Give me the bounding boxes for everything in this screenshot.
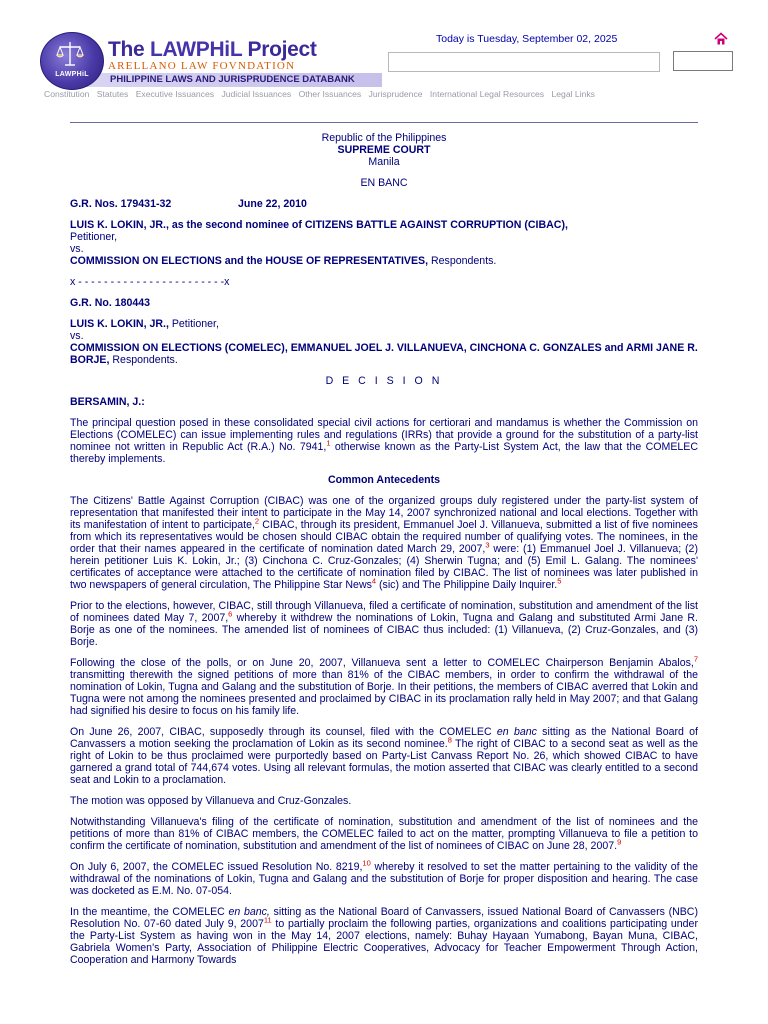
nav-executive-issuances[interactable]: Executive Issuances (135, 89, 215, 99)
case-separator: x - - - - - - - - - - - - - - - - - - - - - - -x (70, 276, 230, 288)
paragraph-7: Notwithstanding Villanueva's filing of the certificate of nomination, substitution and amendment of the list of nominees and the petitions of more than 81% of CIBAC members, the COMELEC failed to act on the matter, prompting Villanueva to file a petition to confirm the certificate of nomination, substitution and amendment of the list of nominees of CIBAC on June 28, 2007.$^9$ (70, 816, 698, 852)
en-banc-label: EN BANC (360, 177, 408, 189)
home-icon[interactable] (714, 32, 728, 46)
scales-of-justice-icon (55, 39, 85, 69)
site-header (0, 0, 768, 105)
footnote-link-1[interactable]: 1 (326, 438, 331, 448)
decision-title: D E C I S I O N (325, 375, 443, 387)
case-number-2: G.R. No. 180443 (70, 297, 151, 309)
nav-judicial-issuances[interactable]: Judicial Issuances (221, 89, 292, 99)
logo-title: The LAWPHiL Project (108, 38, 317, 61)
court-header (70, 132, 698, 189)
ponente: BERSAMIN, J.: (70, 396, 145, 408)
section-heading: Common Antecedents (327, 474, 441, 486)
nav-legal-links[interactable]: Legal Links (551, 89, 595, 99)
logo-banner: PHILIPPINE LAWS AND JURISPRUDENCE DATABANK (74, 73, 382, 87)
footnote-link-11[interactable]: 11 (263, 915, 272, 925)
current-date: Today is Tuesday, September 02, 2025 (436, 33, 618, 45)
footnote-link-6[interactable]: 6 (228, 609, 233, 619)
paragraph-6: The motion was opposed by Villanueva and Cruz-Gonzales. (70, 795, 352, 807)
logo-emblem (40, 32, 104, 90)
main-nav (44, 89, 600, 99)
nav-jurisprudence[interactable]: Jurisprudence (368, 89, 423, 99)
footnote-link-7[interactable]: 7 (693, 654, 698, 664)
nav-constitution[interactable]: Constitution (44, 89, 90, 99)
search-input[interactable] (388, 52, 660, 72)
nav-other-issuances[interactable]: Other Issuances (298, 89, 362, 99)
paragraph-8: On July 6, 2007, the COMELEC issued Resolution No. 8219,10 whereby it resolved to set the matter pertaining to the validity of the withdrawal of the nominations of Lokin, Tugna and Galang and the substitution of Borje for proper disposition and hearing. The case was docketed as E.M. No. 07-054. (70, 858, 698, 897)
court-republic: Republic of the Philippines (321, 132, 447, 144)
lawphil-logo[interactable] (38, 32, 355, 90)
nav-international-legal-resources[interactable]: International Legal Resources (429, 89, 545, 99)
paragraph-4: Following the close of the polls, or on June 20, 2007, Villanueva sent a letter to COMELEC Chairperson Benjamin Abalos,$^7$ transmitting therewith the signed petitions of more than 81% of the CIBAC members, in order to confirm the withdrawal of the nomination of Lokin, Tugna and Galang and the substitution of Borje. In their petitions, the members of CIBAC averred that Lokin and Tugna were not among the nominees presented and proclaimed by CIBAC in its proclamation rally held in May 2007; and that Galang had signified his desire to focus on his family life. (70, 654, 698, 717)
search-button[interactable] (673, 51, 733, 71)
decision-document (70, 132, 698, 975)
paragraph-5: On June 26, 2007, CIBAC, supposedly through its counsel, filed with the COMELEC en banc sitting as the National Board of Canvassers a motion seeking the proclamation of Lokin as its second nominee.$^8$ The right of CIBAC to a second seat as well as the right of Lokin to be thus proclaimed were purportedly based on Party-List Canvass Report No. 26, which showed CIBAC to have garnered a grand total of 744,674 votes. Using all relevant formulas, the motion asserted that CIBAC was clearly entitled to a second seat and Lokin to a proclamation. (70, 726, 698, 786)
court-name: SUPREME COURT (337, 144, 431, 156)
court-location: Manila (368, 156, 400, 168)
paragraph-2: The Citizens' Battle Against Corruption (CIBAC) was one of the organized groups duly registered under the party-list system of representation that manifested their intent to participate in the May 14, 2007 synchronized national and local elections. Together with its manifestation of intent to participate,$^2$ CIBAC, through its president, Emmanuel Joel J. Villanueva, submitted a list of five nominees from which its representatives would be chosen should CIBAC obtain the required number of qualifying votes. The nominees, in the order that their names appeared in the certificate of nomination dated March 29, 2007,$^3$ were: (1) Emmanuel Joel J. Villanueva; (2) herein petitioner Luis K. Lokin, Jr.; (3) Cinchona C. Cruz-Gonzales; (4) Sherwin Tugna; and (5) Emil L. Galang. The nominees' certificates of acceptance were attached to the certificate of nomination filed by CIBAC. The list of nominees was later published in two newspapers of general circulation, The Philippine Star News$^4$ (sic) and The Philippine Daily Inquirer.$^5$ (70, 495, 698, 591)
divider (70, 122, 698, 123)
footnote-link-2[interactable]: 2 (254, 516, 260, 526)
case-parties-2: LUIS K. LOKIN, JR., Petitioner, vs. COMMISSION ON ELECTIONS (COMELEC), EMMANUEL JOEL J. VILLANUEVA, CINCHONA C. GONZALES and ARMI JANE R. BORJE, Respondents. (70, 318, 698, 366)
footnote-link-8[interactable]: 8 (447, 735, 452, 745)
paragraph-9: In the meantime, the COMELEC en banc, sitting as the National Board of Canvassers, issued National Board of Canvassers (NBC) Resolution No. 07-60 dated July 9, 2007$^{11}$ to partially proclaim the following parties, organizations and coalitions participating under the Party-List System as having won in the May 14, 2007 elections, namely: Buhay Hayaan Yumabong, Bayan Muna, CIBAC, Gabriela Women's Party, Association of Philippine Electric Cooperatives, Advocacy for Teacher Empowerment Through Action, Cooperation and Harmony Towards (70, 906, 698, 966)
case-number-1: G.R. Nos. 179431-32 June 22, 2010 (70, 198, 307, 210)
nav-statutes[interactable]: Statutes (96, 89, 129, 99)
footnote-link-10[interactable]: 10 (362, 858, 371, 868)
footnote-link-5[interactable]: 5 (557, 576, 562, 586)
case-parties-1: LUIS K. LOKIN, JR., as the second nominee of CITIZENS BATTLE AGAINST CORRUPTION (CIBAC), Petitioner, vs. COMMISSION ON ELECTIONS and the HOUSE OF REPRESENTATIVES, Respondents. (70, 219, 568, 267)
footnote-link-3[interactable]: 3 (485, 540, 490, 550)
paragraph-1: The principal question posed in these consolidated special civil actions for certiorari and mandamus is whether the Commission on Elections (COMELEC) can issue implementing rules and regulations (IRRs) that provide a ground for the substitution of a party-list nominee not written in Republic Act (R.A.) No. 7941,$^1$ otherwise known as the Party-List System Act, the law that the COMELEC thereby implements. (70, 417, 698, 465)
footnote-link-4[interactable]: 4 (371, 576, 377, 586)
paragraph-3: Prior to the elections, however, CIBAC, still through Villanueva, filed a certificate of nomination, substitution and amendment of the list of nominees dated May 7, 2007,$^6$ whereby it withdrew the nominations of Lokin, Tugna and Galang and substituted Armi Jane R. Borje as one of the nominees. The amended list of nominees of CIBAC thus included: (1) Villanueva, (2) Cruz-Gonzales, and (3) Borje. (70, 600, 698, 648)
footnote-link-9[interactable]: 9 (617, 837, 622, 847)
logo-subtitle: ARELLANO LAW FOVNDATION (108, 60, 296, 72)
logo-mini-text: LAWPHiL (55, 71, 89, 78)
